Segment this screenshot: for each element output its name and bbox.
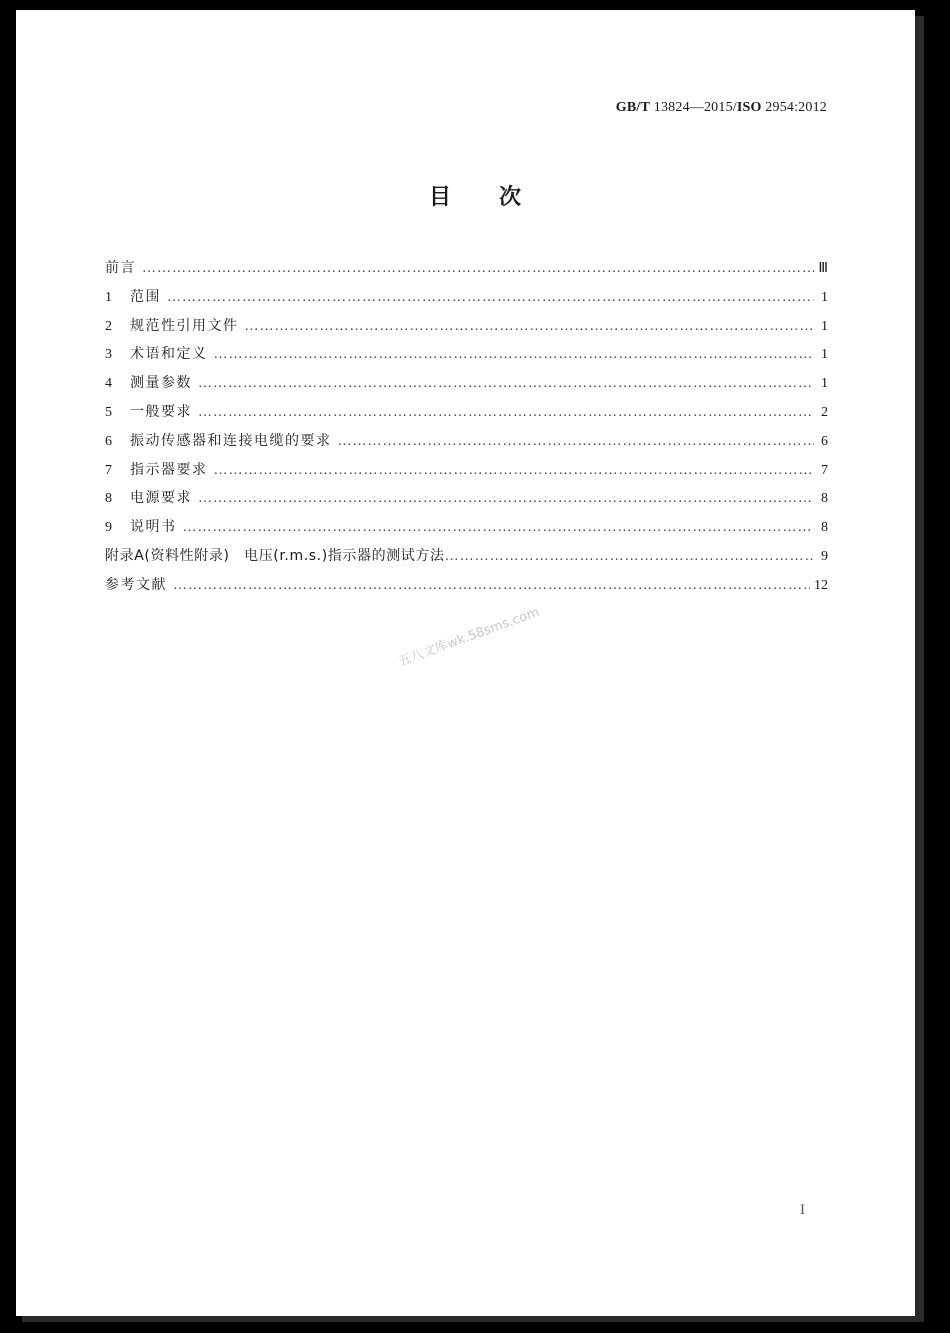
toc-entry-3[interactable] xyxy=(105,344,828,373)
standard-number: 13824—2015/ xyxy=(653,100,737,115)
toc-entry-number: 8 xyxy=(105,491,112,507)
toc-title: 目次 xyxy=(428,185,569,210)
toc-entry-label: 前言 xyxy=(105,260,136,276)
toc-entry-label: 指示器要求 xyxy=(130,461,208,478)
toc-entry-label: 范围 xyxy=(130,288,161,305)
toc-leader-dots xyxy=(198,403,814,423)
toc-leader-dots xyxy=(214,461,815,481)
toc-entry-label: 参考文献 xyxy=(105,576,167,593)
standard-code: GB/T xyxy=(615,100,651,115)
toc-entry-page: 1 xyxy=(821,318,828,334)
toc-leader-dots xyxy=(173,576,810,596)
iso-number: 2954:2012 xyxy=(765,100,827,115)
toc-entry-1[interactable] xyxy=(105,287,828,316)
toc-entry-5[interactable] xyxy=(105,402,828,431)
toc-entry-references[interactable] xyxy=(105,575,828,604)
toc-entry-2[interactable] xyxy=(105,316,828,345)
toc-entry-page: 9 xyxy=(821,548,828,564)
page-shadow-right xyxy=(915,16,924,1322)
toc-entry-label: 一般要求 xyxy=(130,403,192,420)
table-of-contents xyxy=(105,258,828,604)
toc-leader-dots xyxy=(214,345,815,365)
toc-entry-page: 6 xyxy=(821,433,828,449)
toc-entry-label: 说明书 xyxy=(130,519,177,536)
toc-entry-label: 附录A(资料性附录) 电压(r.m.s.)指示器的测试方法 xyxy=(105,547,445,564)
toc-entry-number: 5 xyxy=(105,404,112,420)
toc-entry-appendix-a[interactable] xyxy=(105,546,828,575)
toc-entry-number: 3 xyxy=(105,347,112,363)
toc-entry-label: 电源要求 xyxy=(130,490,192,507)
toc-entry-page: 1 xyxy=(821,289,828,305)
toc-entry-preface[interactable] xyxy=(105,258,828,287)
toc-entry-8[interactable] xyxy=(105,488,828,517)
toc-entry-number: 7 xyxy=(105,462,112,478)
toc-entry-page: 1 xyxy=(821,347,828,363)
toc-entry-label: 术语和定义 xyxy=(130,346,208,363)
toc-leader-dots xyxy=(338,432,815,452)
toc-entry-page: 2 xyxy=(821,404,828,420)
toc-entry-7[interactable] xyxy=(105,460,828,489)
toc-entry-number: 2 xyxy=(105,318,112,334)
toc-leader-dots xyxy=(445,547,814,567)
toc-leader-dots xyxy=(198,489,814,509)
toc-entry-label: 振动传感器和连接电缆的要求 xyxy=(130,432,332,449)
toc-leader-dots xyxy=(167,288,814,308)
watermark-text: 五八文库wk.58sms.com xyxy=(396,604,542,670)
toc-entry-4[interactable] xyxy=(105,373,828,402)
toc-entry-number: 1 xyxy=(105,289,112,305)
toc-entry-page: 8 xyxy=(821,520,828,536)
toc-leader-dots xyxy=(183,518,815,538)
toc-entry-page: 7 xyxy=(821,462,828,478)
toc-entry-number: 9 xyxy=(105,520,112,536)
toc-entry-page: Ⅲ xyxy=(818,261,828,276)
iso-code: ISO xyxy=(736,100,762,115)
toc-entry-label: 规范性引用文件 xyxy=(130,317,239,334)
toc-leader-dots xyxy=(245,317,815,337)
toc-entry-page: 1 xyxy=(821,376,828,392)
toc-entry-page: 8 xyxy=(821,491,828,507)
toc-entry-6[interactable] xyxy=(105,431,828,460)
toc-leader-dots xyxy=(142,259,814,279)
toc-entry-9[interactable] xyxy=(105,517,828,546)
standard-code-header xyxy=(616,100,827,116)
toc-entry-page: 12 xyxy=(814,577,828,593)
toc-entry-label: 测量参数 xyxy=(130,375,192,392)
toc-entry-number: 6 xyxy=(105,433,112,449)
toc-entry-number: 4 xyxy=(105,376,112,392)
toc-leader-dots xyxy=(198,374,814,394)
page-number: I xyxy=(800,1202,805,1218)
page-shadow-bottom xyxy=(22,1316,924,1322)
